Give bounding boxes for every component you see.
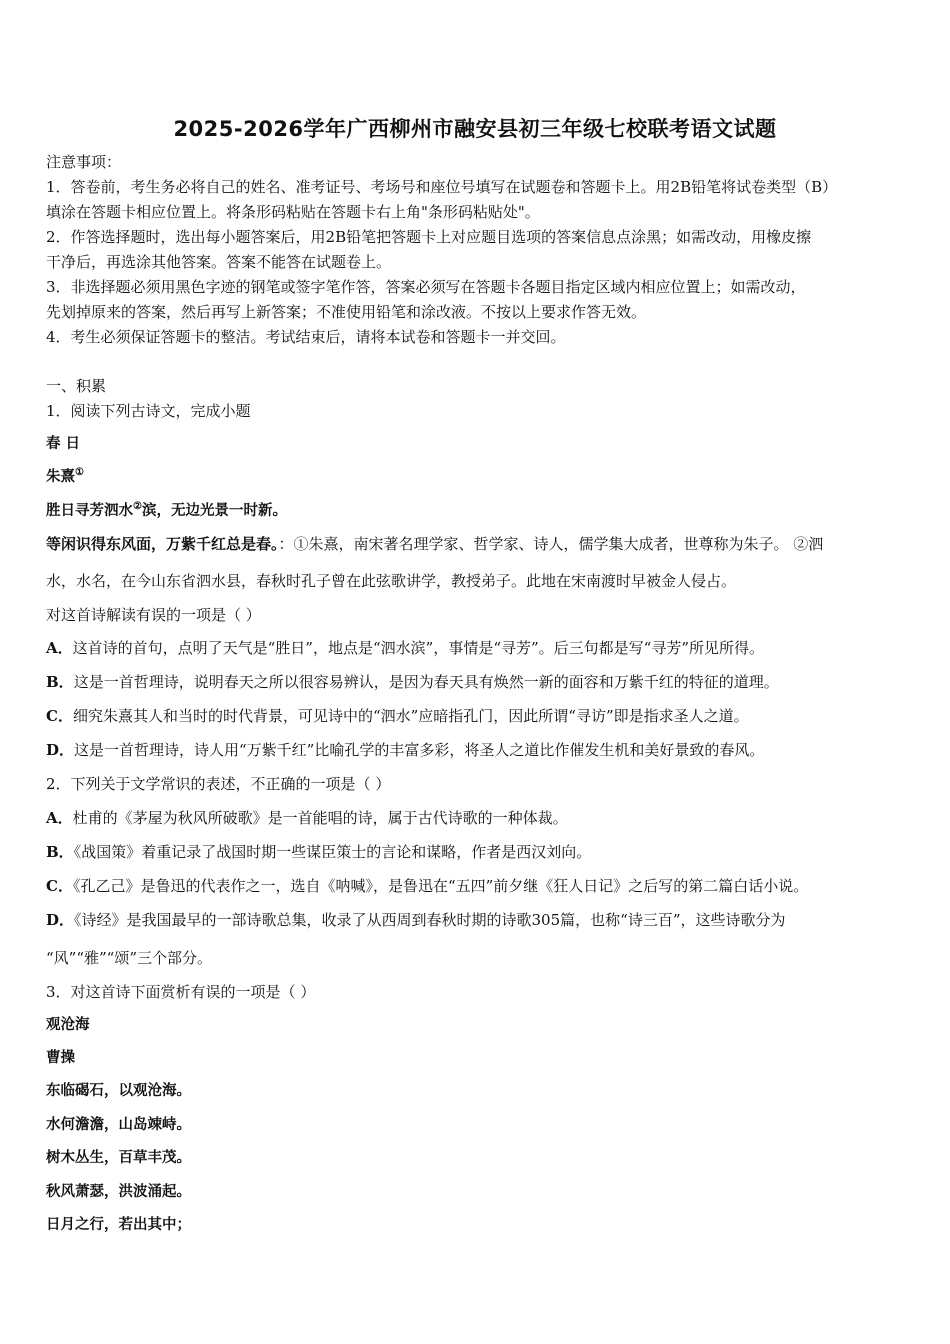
notice-line-2: 填涂在答题卡相应位置上。将条形码粘贴在答题卡右上角"条形码粘贴处"。 <box>46 203 540 221</box>
q3-poem-title: 观沧海 <box>46 1016 90 1033</box>
q2-stem: 2．下列关于文学常识的表述，不正确的一项是（ ） <box>46 775 391 793</box>
option-label: B． <box>46 843 74 861</box>
q3-poem-line-5: 日月之行，若出其中； <box>46 1216 191 1233</box>
option-label: B． <box>46 673 74 691</box>
option-label: A． <box>46 809 73 827</box>
option-label: C． <box>46 707 73 725</box>
q1-note-part-1: ：①朱熹，南宋著名理学家、哲学家、诗人，儒学集大成者，世尊称为朱子。 ②泗 <box>278 535 824 553</box>
notice-line-6: 先划掉原来的答案，然后再写上新答案；不准使用铅笔和涂改液。不按以上要求作答无效。 <box>46 303 647 321</box>
q1-option-b[interactable] <box>46 672 779 692</box>
q1-option-a[interactable] <box>46 638 764 658</box>
option-text: 这是一首哲理诗，说明春天之所以很容易辨认，是因为春天具有焕然一新的面容和万紫千红的特征的道理。 <box>73 673 779 691</box>
notice-line-4: 干净后，再选涂其他答案。答案不能答在试题卷上。 <box>46 253 392 271</box>
option-text: 细究朱熹其人和当时的时代背景，可见诗中的“泗水”应暗指孔门，因此所谓“寻访”即是指求圣人之道。 <box>72 707 749 725</box>
q3-stem: 3．对这首诗下面赏析有误的一项是（ ） <box>46 983 316 1001</box>
notice-line-5: 3．非选择题必须用黑色字迹的钢笔或签字笔作答，答案必须写在答题卡各题目指定区域内相应位置上；如需改动， <box>46 278 806 296</box>
q1-line1-part-a: 胜日寻芳泗水 <box>46 502 133 519</box>
q1-option-d[interactable] <box>46 740 764 760</box>
notice-line-3: 2．作答选择题时，选出每小题答案后，用2B铅笔把答题卡上对应题目选项的答案信息点涂黑；如需改动，用橡皮擦 <box>46 228 812 246</box>
q1-poem-line-2: 等闲识得东风面，万紫千红总是春。 <box>46 535 279 553</box>
option-text: 杜甫的《茅屋为秋风所破歌》是一首能唱的诗，属于古代诗歌的一种体裁。 <box>72 809 568 827</box>
option-text: 这是一首哲理诗，诗人用“万紫千红”比喻孔学的丰富多彩，将圣人之道比作催发生机和美好景致的春风。 <box>74 741 765 759</box>
q3-poem-line-2: 水何澹澹，山岛竦峙。 <box>46 1116 191 1133</box>
q3-poem-line-4: 秋风萧瑟，洪波涌起。 <box>46 1183 191 1200</box>
q1-poem-line-2-and-note <box>46 534 823 554</box>
q3-poem-line-1: 东临碣石，以观沧海。 <box>46 1082 191 1099</box>
q1-author-note-mark: ① <box>75 467 84 478</box>
q1-stem: 1．阅读下列古诗文，完成小题 <box>46 402 251 420</box>
q2-option-b[interactable] <box>46 842 591 862</box>
q1-line1-note-mark: ② <box>133 501 142 512</box>
q2-option-a[interactable] <box>46 808 568 828</box>
q3-author: 曹操 <box>46 1049 75 1066</box>
q2-option-d-continued: “风”“雅”“颂”三个部分。 <box>46 949 213 967</box>
q2-option-c[interactable] <box>46 876 808 896</box>
option-text: 《诗经》是我国最早的一部诗歌总集，收录了从西周到春秋时期的诗歌305篇，也称“诗三百”，这些诗歌分为 <box>74 911 786 929</box>
notice-heading: 注意事项： <box>46 153 122 171</box>
notice-line-7: 4．考生必须保证答题卡的整洁。考试结束后，请将本试卷和答题卡一并交回。 <box>46 328 566 346</box>
q1-poem-line-1 <box>46 501 287 521</box>
q1-question: 对这首诗解读有误的一项是（ ） <box>46 606 261 624</box>
option-label: C． <box>46 877 73 895</box>
q1-author-name: 朱熹 <box>46 468 75 485</box>
q1-line1-part-b: 滨，无边光景一时新。 <box>141 502 287 519</box>
q1-option-c[interactable] <box>46 706 749 726</box>
option-text: 《战国策》着重记录了战国时期一些谋臣策士的言论和谋略，作者是西汉刘向。 <box>73 843 592 861</box>
option-label: D． <box>46 911 75 929</box>
q1-author <box>46 467 84 487</box>
notice-line-1: 1．答卷前，考生务必将自己的姓名、准考证号、考场号和座位号填写在试题卷和答题卡上。用2B铅笔将试卷类型（B） <box>46 178 838 196</box>
q2-option-d[interactable] <box>46 910 786 930</box>
option-label: A． <box>46 639 73 657</box>
option-text: 《孔乙己》是鲁迅的代表作之一，选自《呐喊》，是鲁迅在“五四”前夕继《狂人日记》之后写的第二篇白话小说。 <box>72 877 809 895</box>
page-title: 2025-2026学年广西柳州市融安县初三年级七校联考语文试题 <box>173 117 777 141</box>
option-text: 这首诗的首句，点明了天气是“胜日”，地点是“泗水滨”，事情是“寻芳”。后三句都是写“寻芳”所见所得。 <box>72 639 764 657</box>
section-heading: 一、积累 <box>46 377 107 395</box>
q3-poem-line-3: 树木丛生，百草丰茂。 <box>46 1149 191 1166</box>
q1-poem-title: 春 日 <box>46 435 81 452</box>
q1-note-part-2: 水，水名，在今山东省泗水县，春秋时孔子曾在此弦歌讲学，教授弟子。此地在宋南渡时早被金人侵占。 <box>46 572 737 590</box>
option-label: D． <box>46 741 75 759</box>
